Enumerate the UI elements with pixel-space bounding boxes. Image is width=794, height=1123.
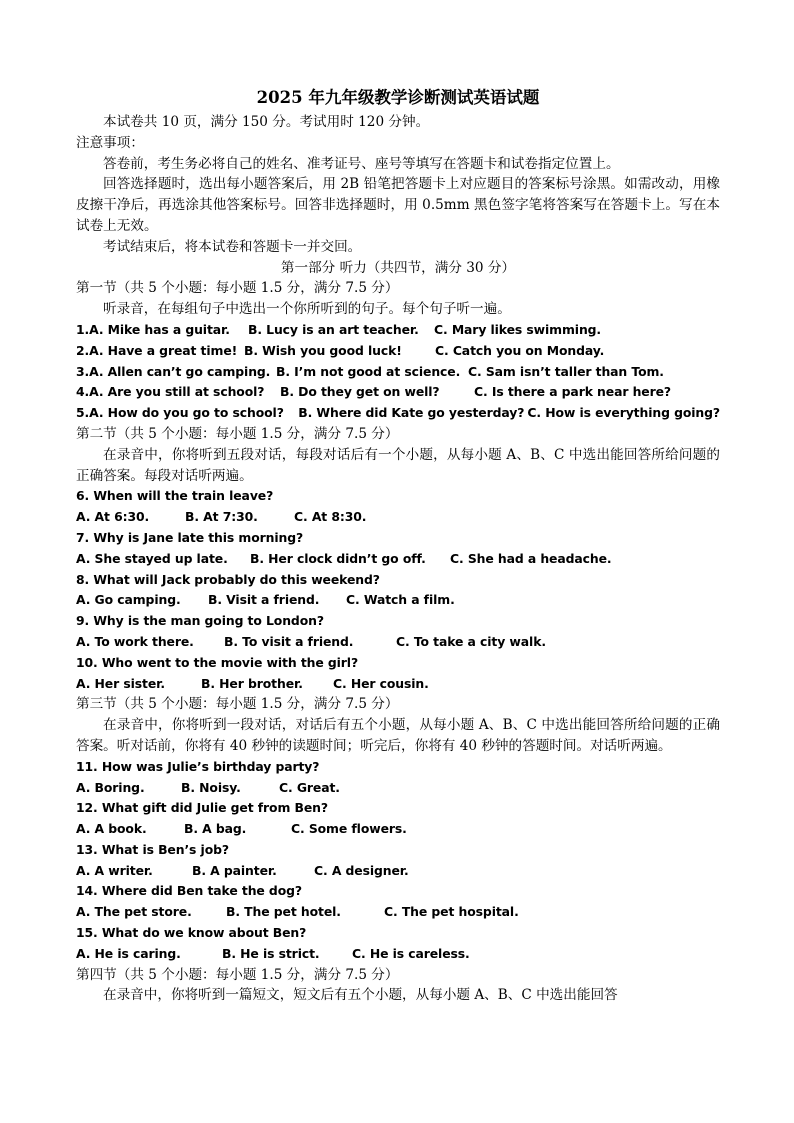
option-row — [76, 778, 720, 799]
option: B. I’m not good at science. — [276, 363, 461, 379]
section2-heading: 第二节（共 5 个小题：每小题 1.5 分，满分 7.5 分） — [76, 425, 399, 442]
question: 12. What gift did Julie get from Ben? — [76, 800, 328, 816]
notice-1: 答卷前，考生务必将自己的姓名、准考证号、座号等填写在答题卡和试卷指定位置上。 — [103, 155, 620, 172]
question: 15. What do we know about Ben? — [76, 925, 307, 941]
option: B. He is strict. — [222, 945, 320, 961]
option: A. Go camping. — [76, 592, 181, 608]
option: A. At 6:30. — [76, 509, 150, 525]
option: B. Noisy. — [181, 779, 241, 795]
option-row — [76, 590, 720, 611]
option: A. The pet store. — [76, 904, 192, 920]
option-row — [76, 549, 720, 570]
question: 6. When will the train leave? — [76, 488, 274, 504]
option-row — [76, 341, 720, 362]
option: B. A painter. — [192, 862, 277, 878]
page-title: 2025 年九年级教学诊断测试英语试题 — [256, 88, 540, 107]
question: 7. Why is Jane late this morning? — [76, 529, 304, 545]
notice-3: 考试结束后，将本试卷和答题卡一并交回。 — [103, 238, 362, 255]
section1-instruction: 听录音，在每组句子中选出一个你所听到的句子。每个句子听一遍。 — [103, 301, 511, 318]
option: C. She had a headache. — [450, 550, 612, 566]
option-row — [76, 362, 720, 383]
section4-heading: 第四节（共 5 个小题：每小题 1.5 分，满分 7.5 分） — [76, 966, 399, 983]
option: 5.A. How do you go to school? — [76, 405, 284, 421]
option-row — [76, 507, 720, 528]
option: C. He is careless. — [352, 945, 470, 961]
exam-info: 本试卷共 10 页，满分 150 分。考试用时 120 分钟。 — [103, 114, 430, 130]
option: 1.A. Mike has a guitar. — [76, 321, 230, 337]
question: 9. Why is the man going to London? — [76, 613, 324, 629]
section1-heading: 第一节（共 5 个小题：每小题 1.5 分，满分 7.5 分） — [76, 280, 399, 297]
option-row — [76, 320, 720, 341]
option: A. A book. — [76, 821, 147, 837]
notice-heading: 注意事项： — [76, 134, 144, 151]
option: A. Her sister. — [76, 675, 166, 691]
question: 14. Where did Ben take the dog? — [76, 883, 302, 899]
option-row — [76, 403, 720, 424]
option: B. Her brother. — [201, 675, 303, 691]
option: C. Is there a park near here? — [474, 384, 671, 400]
option: A. A writer. — [76, 862, 153, 878]
option: B. Her clock didn’t go off. — [250, 550, 426, 566]
option: C. How is everything going? — [527, 405, 720, 421]
question: 11. How was Julie’s birthday party? — [76, 758, 320, 774]
option: B. At 7:30. — [185, 509, 258, 525]
section3-heading: 第三节（共 5 个小题：每小题 1.5 分，满分 7.5 分） — [76, 696, 399, 713]
option: 4.A. Are you still at school? — [76, 384, 265, 400]
option: C. Watch a film. — [346, 592, 455, 608]
option-row — [76, 819, 720, 840]
option: B. To visit a friend. — [224, 633, 354, 649]
option: C. Some flowers. — [291, 821, 407, 837]
option-row — [76, 861, 720, 882]
section2-instruction: 在录音中，你将听到五段对话，每段对话后有一个小题，从每小题 A、B、C 中选出能回答所给问题的正确答案。每段对话听两遍。 — [76, 446, 720, 484]
option: C. Great. — [279, 779, 340, 795]
section4-instruction: 在录音中，你将听到一篇短文，短文后有五个小题，从每小题 A、B、C 中选出能回答 — [103, 987, 618, 1004]
option: B. Wish you good luck! — [244, 342, 402, 358]
option: B. Visit a friend. — [208, 592, 320, 608]
option: B. Lucy is an art teacher. — [248, 321, 419, 337]
option: C. A designer. — [314, 862, 409, 878]
notice-2: 回答选择题时，选出每小题答案后，用 2B 铅笔把答题卡上对应题目的答案标号涂黑。如需改动，用橡皮擦干净后，再选涂其他答案标号。回答非选择题时，用 0.5mm 黑色签字笔将答案写在答题卡上。写在本试卷上无效。 — [76, 176, 720, 234]
option-row — [76, 902, 720, 923]
option: B. Do they get on well? — [280, 384, 440, 400]
question: 10. Who went to the movie with the girl? — [76, 654, 359, 670]
option: 3.A. Allen can’t go camping. — [76, 363, 271, 379]
option: C. At 8:30. — [294, 509, 367, 525]
option: C. Mary likes swimming. — [434, 321, 602, 337]
question: 8. What will Jack probably do this weekend? — [76, 571, 380, 587]
option: C. Her cousin. — [333, 675, 429, 691]
option: C. Catch you on Monday. — [435, 342, 605, 358]
option-row — [76, 632, 720, 653]
option: C. Sam isn’t taller than Tom. — [468, 363, 664, 379]
option: C. To take a city walk. — [396, 633, 546, 649]
exam-page — [76, 86, 720, 1006]
section3-instruction: 在录音中，你将听到一段对话，对话后有五个小题，从每小题 A、B、C 中选出能回答所给问题的正确答案。听对话前，你将有 40 秒钟的读题时间；听完后，你将有 40 秒钟的答题时间。对话听两遍。 — [76, 717, 720, 754]
option: B. The pet hotel. — [226, 904, 341, 920]
option: A. Boring. — [76, 779, 145, 795]
option-row — [76, 944, 720, 965]
option: A. She stayed up late. — [76, 550, 228, 566]
option: C. The pet hospital. — [384, 904, 519, 920]
part1-heading: 第一部分 听力（共四节，满分 30 分） — [280, 259, 516, 276]
option: B. A bag. — [184, 821, 247, 837]
option: B. Where did Kate go yesterday? — [298, 405, 525, 421]
option-row — [76, 382, 720, 403]
option: A. He is caring. — [76, 945, 181, 961]
question: 13. What is Ben’s job? — [76, 841, 229, 857]
option-row — [76, 674, 720, 695]
option: A. To work there. — [76, 633, 194, 649]
option: 2.A. Have a great time! — [76, 342, 238, 358]
